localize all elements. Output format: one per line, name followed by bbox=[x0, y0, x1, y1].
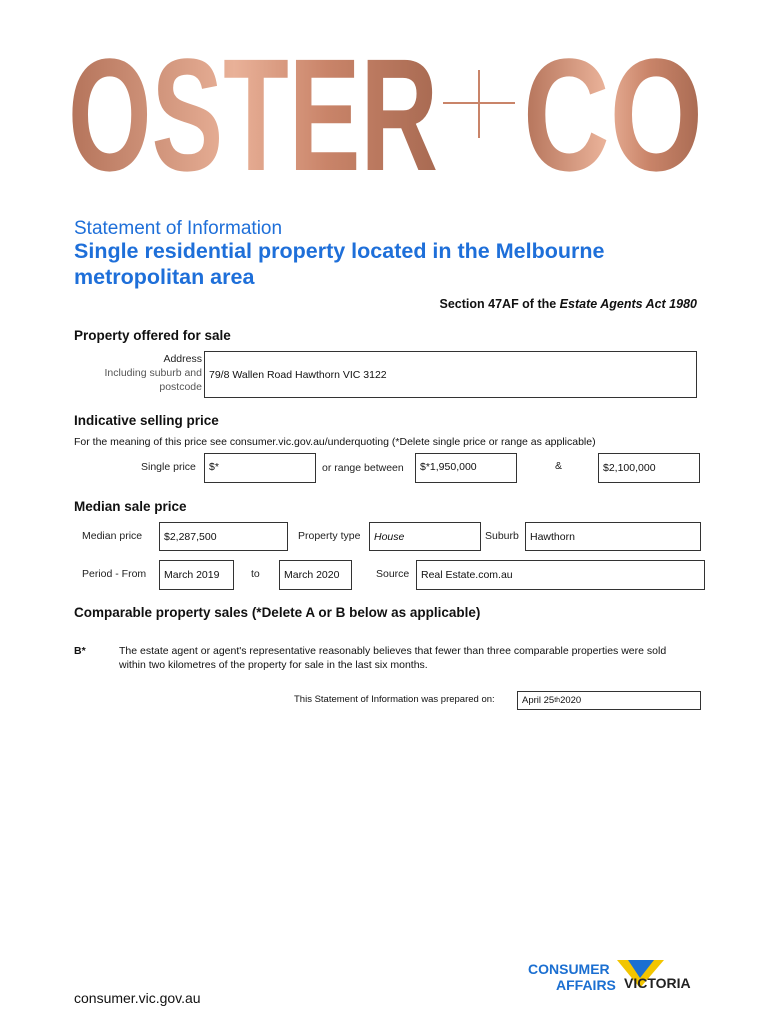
footer-url[interactable]: consumer.vic.gov.au bbox=[74, 990, 201, 1006]
address-label: Address Including suburb and postcode bbox=[104, 353, 202, 393]
range-ampersand: & bbox=[555, 460, 563, 472]
prepared-date-field[interactable]: April 25 th 2020 bbox=[517, 691, 701, 710]
single-price-field[interactable]: $* bbox=[204, 453, 316, 483]
comparable-heading: Comparable property sales (*Delete A or B below as applicable) bbox=[74, 605, 481, 620]
address-field[interactable]: 79/8 Wallen Road Hawthorn VIC 3122 bbox=[204, 351, 697, 398]
median-price-field[interactable]: $2,287,500 bbox=[159, 522, 288, 551]
range-low-field[interactable]: $*1,950,000 bbox=[415, 453, 517, 483]
oster-co-logo bbox=[68, 30, 708, 190]
cav-victoria-text: VICTORIA bbox=[624, 975, 691, 991]
period-from-field[interactable]: March 2019 bbox=[159, 560, 234, 590]
property-type-field[interactable]: House bbox=[369, 522, 481, 551]
period-to-label: to bbox=[251, 568, 260, 580]
range-high-field[interactable]: $2,100,000 bbox=[598, 453, 700, 483]
comparable-option-label: B* bbox=[74, 645, 86, 657]
svg-text:OSTER: OSTER bbox=[68, 30, 438, 190]
svg-text:CO: CO bbox=[523, 30, 703, 190]
median-heading: Median sale price bbox=[74, 499, 187, 514]
source-label: Source bbox=[376, 568, 410, 580]
single-price-label: Single price bbox=[141, 461, 196, 473]
prepared-label: This Statement of Information was prepared on: bbox=[294, 694, 495, 705]
comparable-option-text: The estate agent or agent's representative reasonably believes that fewer than three comparable properties were sold within two kilometres of the property for sale in the last six months. bbox=[119, 645, 667, 671]
period-to-field[interactable]: March 2020 bbox=[279, 560, 352, 590]
indicative-price-heading: Indicative selling price bbox=[74, 413, 219, 428]
section-reference: Section 47AF of the Estate Agents Act 1980 bbox=[439, 297, 697, 311]
property-heading: Property offered for sale bbox=[74, 328, 231, 343]
range-label: or range between bbox=[322, 462, 404, 474]
indicative-price-note: For the meaning of this price see consumer.vic.gov.au/underquoting (*Delete single price or range as applicable) bbox=[74, 436, 596, 448]
suburb-label: Suburb bbox=[485, 530, 519, 542]
median-price-label: Median price bbox=[82, 530, 143, 542]
consumer-affairs-victoria-logo bbox=[528, 958, 708, 998]
cav-line1-text: CONSUMER bbox=[528, 961, 610, 977]
statement-subtitle: Statement of Information bbox=[74, 218, 283, 239]
cav-line2-text: AFFAIRS bbox=[556, 977, 616, 993]
property-type-label: Property type bbox=[298, 530, 361, 542]
period-from-label: Period - From bbox=[82, 568, 147, 580]
page-title: Single residential property located in the Melbourne metropolitan area bbox=[74, 239, 605, 289]
suburb-field[interactable]: Hawthorn bbox=[525, 522, 701, 551]
source-field[interactable]: Real Estate.com.au bbox=[416, 560, 705, 590]
